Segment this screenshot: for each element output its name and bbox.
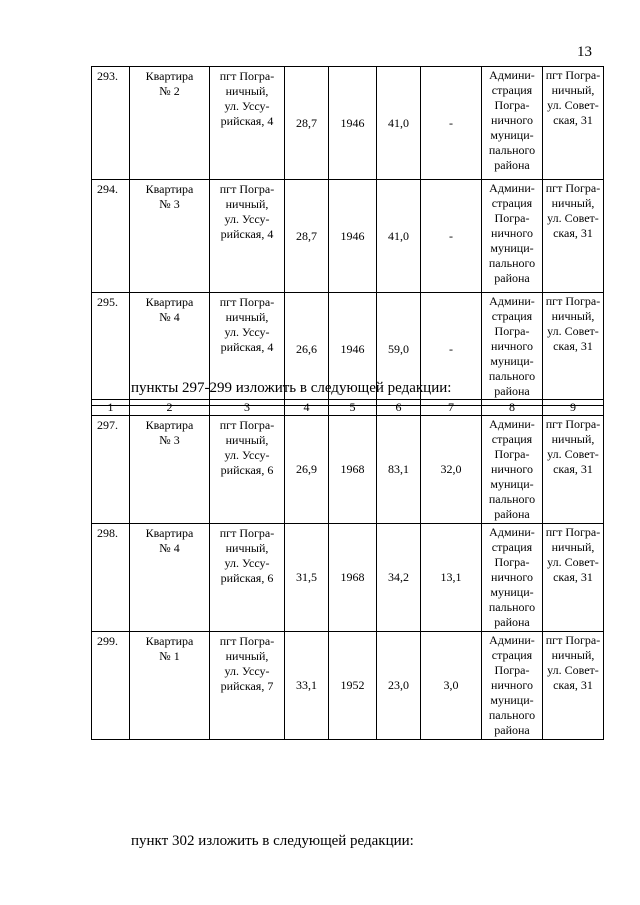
item-number-text: 297. — [97, 418, 118, 432]
cell-item-number — [92, 67, 130, 180]
owner-text: Админи- страция Погра- ничного муници- пального района — [488, 525, 536, 629]
cell-area — [285, 180, 329, 293]
owner-address-text: пгт Погра- ничный, ул. Совет- ская, 31 — [545, 417, 601, 476]
cell-owner-address — [543, 67, 604, 180]
owner-address-text: пгт Погра- ничный, ул. Совет- ская, 31 — [545, 294, 601, 353]
object-name-text: Квартира № 4 — [145, 526, 194, 555]
cell-owner-address — [543, 180, 604, 293]
column-number-header-row — [92, 400, 604, 416]
year-built-text: 1946 — [340, 115, 365, 130]
year-built-text: 1968 — [340, 462, 365, 476]
table-row — [92, 67, 604, 180]
owner-address-text: 9 — [570, 400, 576, 414]
cell-owner — [482, 416, 543, 524]
cell-value-b — [421, 416, 482, 524]
cell-object-name — [130, 400, 210, 416]
year-built-text: 1946 — [340, 341, 365, 356]
cell-owner — [482, 524, 543, 632]
table-row — [92, 632, 604, 740]
cell-address — [210, 416, 285, 524]
object-name-text: Квартира № 3 — [145, 182, 194, 211]
cell-object-name — [130, 416, 210, 524]
cell-owner-address — [543, 293, 604, 406]
cell-area — [285, 416, 329, 524]
cell-area — [285, 400, 329, 416]
cell-year-built — [329, 632, 377, 740]
owner-text: 8 — [509, 400, 515, 414]
area-text: 28,7 — [296, 228, 317, 243]
cell-address — [210, 67, 285, 180]
cell-year-built — [329, 67, 377, 180]
area-text: 28,7 — [296, 115, 317, 130]
cell-area — [285, 632, 329, 740]
property-table-revised — [91, 399, 604, 740]
address-text: пгт Погра- ничный, ул. Уссу- рийская, 6 — [219, 526, 275, 585]
owner-address-text: пгт Погра- ничный, ул. Совет- ская, 31 — [545, 633, 601, 692]
value-b-text: 13,1 — [440, 570, 462, 584]
cell-value-a — [377, 524, 421, 632]
cell-item-number — [92, 293, 130, 406]
cell-value-a — [377, 180, 421, 293]
cell-year-built — [329, 400, 377, 416]
item-number-text: 299. — [97, 634, 118, 648]
cell-item-number — [92, 416, 130, 524]
cell-object-name — [130, 180, 210, 293]
cell-owner — [482, 67, 543, 180]
table-row — [92, 416, 604, 524]
cell-address — [210, 180, 285, 293]
property-table-continued — [91, 66, 604, 406]
item-number-text: 294. — [97, 182, 118, 196]
object-name-text: Квартира № 1 — [145, 634, 194, 663]
cell-value-b — [421, 180, 482, 293]
value-b-text: 32,0 — [440, 462, 462, 476]
cell-owner-address — [543, 524, 604, 632]
cell-object-name — [130, 524, 210, 632]
cell-area — [285, 524, 329, 632]
cell-value-b — [421, 400, 482, 416]
cell-owner — [482, 632, 543, 740]
item-number-text: 295. — [97, 295, 118, 309]
value-b-text: - — [449, 228, 453, 243]
table-row — [92, 524, 604, 632]
value-b-text: - — [449, 341, 453, 356]
cell-value-b — [421, 632, 482, 740]
cell-owner — [482, 400, 543, 416]
value-a-text: 83,1 — [388, 462, 409, 476]
address-text: пгт Погра- ничный, ул. Уссу- рийская, 7 — [219, 634, 275, 693]
value-a-text: 6 — [395, 400, 402, 414]
cell-item-number — [92, 524, 130, 632]
cell-owner — [482, 180, 543, 293]
address-text: пгт Погра- ничный, ул. Уссу- рийская, 6 — [219, 418, 275, 477]
cell-object-name — [130, 67, 210, 180]
owner-text: Админи- страция Погра- ничного муници- пального района — [488, 633, 536, 737]
cell-address — [210, 400, 285, 416]
year-built-text: 5 — [349, 400, 356, 414]
area-text: 31,5 — [296, 570, 317, 584]
cell-owner-address — [543, 632, 604, 740]
value-b-text: - — [449, 115, 453, 130]
object-name-text: 2 — [166, 400, 173, 414]
page-number: 13 — [577, 44, 592, 60]
cell-address — [210, 524, 285, 632]
cell-year-built — [329, 180, 377, 293]
cell-value-a — [377, 632, 421, 740]
instruction-text-item-302: пункт 302 изложить в следующей редакции: — [131, 833, 414, 849]
cell-year-built — [329, 416, 377, 524]
owner-text: Админи- страция Погра- ничного муници- пального района — [488, 417, 536, 521]
value-a-text: 34,2 — [388, 570, 409, 584]
address-text: пгт Погра- ничный, ул. Уссу- рийская, 4 — [219, 182, 275, 241]
year-built-text: 1952 — [340, 678, 365, 692]
cell-value-a — [377, 67, 421, 180]
cell-address — [210, 632, 285, 740]
area-text: 4 — [303, 400, 310, 414]
cell-value-b — [421, 524, 482, 632]
cell-item-number — [92, 180, 130, 293]
cell-owner-address — [543, 416, 604, 524]
area-text: 33,1 — [296, 678, 317, 692]
value-a-text: 59,0 — [388, 341, 409, 356]
year-built-text: 1946 — [340, 228, 365, 243]
object-name-text: Квартира № 4 — [145, 295, 194, 324]
address-text: 3 — [244, 400, 250, 414]
object-name-text: Квартира № 3 — [145, 418, 194, 447]
item-number-text: 1 — [107, 400, 114, 414]
year-built-text: 1968 — [340, 570, 365, 584]
cell-year-built — [329, 524, 377, 632]
value-a-text: 41,0 — [388, 228, 409, 243]
owner-address-text: пгт Погра- ничный, ул. Совет- ская, 31 — [545, 525, 601, 584]
value-b-text: 3,0 — [443, 678, 459, 692]
address-text: пгт Погра- ничный, ул. Уссу- рийская, 4 — [219, 69, 275, 128]
cell-value-a — [377, 416, 421, 524]
owner-text: Админи- страция Погра- ничного муници- пального района — [488, 181, 536, 285]
area-text: 26,9 — [296, 462, 317, 476]
owner-text: Админи- страция Погра- ничного муници- пального района — [488, 68, 536, 172]
value-a-text: 41,0 — [388, 115, 409, 130]
instruction-text-items-297-299: пункты 297-299 изложить в следующей редакции: — [131, 380, 452, 396]
object-name-text: Квартира № 2 — [145, 69, 194, 98]
cell-object-name — [130, 632, 210, 740]
item-number-text: 298. — [97, 526, 118, 540]
cell-item-number — [92, 400, 130, 416]
value-b-text: 7 — [448, 400, 454, 414]
cell-owner-address — [543, 400, 604, 416]
cell-owner — [482, 293, 543, 406]
owner-address-text: пгт Погра- ничный, ул. Совет- ская, 31 — [545, 181, 601, 240]
value-a-text: 23,0 — [388, 678, 409, 692]
cell-area — [285, 67, 329, 180]
table-row — [92, 180, 604, 293]
cell-value-b — [421, 67, 482, 180]
owner-address-text: пгт Погра- ничный, ул. Совет- ская, 31 — [545, 68, 601, 127]
item-number-text: 293. — [97, 69, 118, 83]
owner-text: Админи- страция Погра- ничного муници- пального района — [488, 294, 536, 398]
cell-value-a — [377, 400, 421, 416]
cell-item-number — [92, 632, 130, 740]
area-text: 26,6 — [296, 341, 317, 356]
address-text: пгт Погра- ничный, ул. Уссу- рийская, 4 — [219, 295, 275, 354]
